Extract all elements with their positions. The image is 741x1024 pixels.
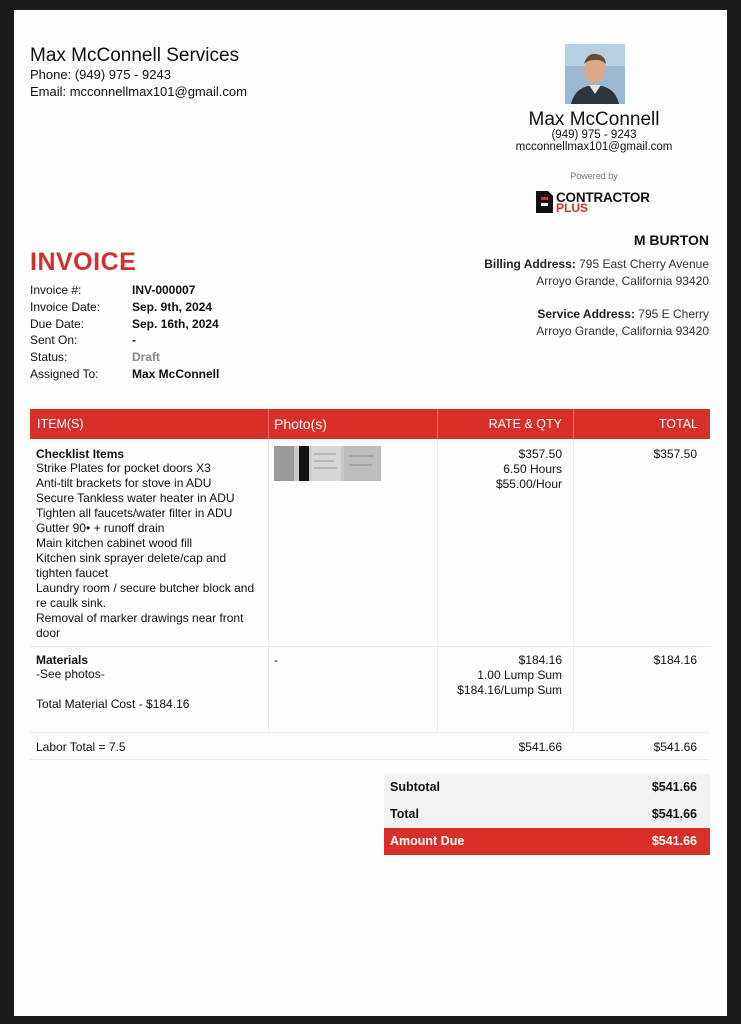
row-rate-qty [442, 653, 562, 698]
item-line: door [36, 626, 61, 640]
billing-line1: 795 East Cherry Avenue [579, 257, 709, 271]
status-value: Draft [132, 350, 161, 364]
header-photos: Photo(s) [274, 416, 327, 432]
invoice-page [14, 10, 727, 1016]
item-line: Anti-tilt brackets for stove in ADU [36, 476, 212, 490]
invoice-title: INVOICE [30, 248, 137, 276]
total-row [384, 801, 710, 828]
column-divider [437, 439, 438, 732]
contact-phone: (949) 975 - 9243 [551, 129, 637, 141]
item-line: Kitchen sink sprayer delete/cap and [36, 551, 227, 565]
quantity: 1.00 Lump Sum [477, 668, 562, 682]
item-line: -See photos- [36, 667, 105, 681]
labor-rate: $541.66 [518, 740, 562, 754]
service-label: Service Address: [537, 307, 635, 321]
company-email: Email: mcconnellmax101@gmail.com [30, 84, 247, 99]
rate: $357.50 [518, 447, 562, 461]
header-rate-qty: RATE & QTY [488, 417, 562, 431]
items-table-header [30, 409, 710, 439]
invoice-date-label: Invoice Date: [30, 300, 101, 314]
photo-thumbnails[interactable] [274, 446, 381, 481]
header-divider [268, 409, 269, 439]
assigned-to: Max McConnell [132, 367, 220, 381]
row-total: $184.16 [653, 653, 697, 667]
row-photos: - [274, 653, 278, 667]
status-label: Status: [30, 350, 68, 364]
item-line: Strike Plates for pocket doors X3 [36, 461, 211, 475]
item-line [36, 682, 264, 697]
labor-total-label: Labor Total = 7.5 [36, 740, 126, 754]
row-divider [30, 732, 710, 733]
contractor-plus-logo [536, 190, 676, 214]
amount-due-label: Amount Due [390, 834, 465, 848]
service-address [537, 307, 709, 321]
row-total: $357.50 [653, 447, 697, 461]
total-value: $541.66 [651, 807, 697, 821]
header-total: TOTAL [658, 417, 698, 431]
logo-icon [536, 191, 553, 213]
unit-rate: $55.00/Hour [495, 477, 562, 491]
invoice-number: INV-000007 [132, 283, 196, 297]
company-name: Max McConnell Services [30, 45, 240, 66]
item-line: Removal of marker drawings near front [36, 611, 244, 625]
row-rate-qty [442, 447, 562, 492]
rate: $184.16 [518, 653, 562, 667]
item-line: Main kitchen cabinet wood fill [36, 536, 193, 550]
item-line: Tighten all faucets/water filter in ADU [36, 506, 233, 520]
item-line: Total Material Cost - $184.16 [36, 697, 190, 711]
powered-by-label: Powered by [570, 171, 618, 181]
unit-rate: $184.16/Lump Sum [457, 683, 562, 697]
sent-on-label: Sent On: [30, 333, 78, 347]
table-row-materials [36, 653, 264, 712]
logo-text-contractor: CONTRACTOR [556, 190, 650, 205]
column-divider [573, 439, 574, 732]
item-line: Laundry room / secure butcher block and [36, 581, 255, 595]
header-divider [573, 409, 574, 439]
item-line: tighten faucet [36, 566, 109, 580]
labor-total: $541.66 [653, 740, 697, 754]
company-phone: Phone: (949) 975 - 9243 [30, 67, 171, 82]
subtotal-label: Subtotal [390, 780, 440, 794]
subtotal-value: $541.66 [651, 780, 697, 794]
billing-address [484, 257, 709, 271]
avatar [565, 44, 625, 104]
service-line2: Arroyo Grande, California 93420 [536, 324, 709, 338]
header-items: ITEM(S) [37, 417, 84, 431]
sent-on: - [132, 333, 136, 347]
row-divider [30, 759, 710, 760]
item-line: Gutter 90• + runoff drain [36, 521, 165, 535]
service-line1: 795 E Cherry [638, 307, 709, 321]
client-name: M BURTON [633, 232, 709, 248]
item-line: Secure Tankless water heater in ADU [36, 491, 235, 505]
invoice-number-label: Invoice #: [30, 283, 82, 297]
contact-email: mcconnellmax101@gmail.com [515, 141, 673, 153]
item-title: Checklist Items [36, 447, 125, 461]
billing-line2: Arroyo Grande, California 93420 [536, 274, 709, 288]
item-title: Materials [36, 653, 89, 667]
amount-due-value: $541.66 [651, 834, 697, 848]
billing-label: Billing Address: [484, 257, 576, 271]
subtotal-row [384, 774, 710, 801]
invoice-date: Sep. 9th, 2024 [132, 300, 213, 314]
quantity: 6.50 Hours [503, 462, 562, 476]
contact-name: Max McConnell [528, 109, 660, 130]
assigned-to-label: Assigned To: [30, 367, 99, 381]
logo-text-plus: PLUS [556, 201, 589, 215]
row-divider [30, 646, 710, 647]
amount-due-row [384, 828, 710, 855]
column-divider [268, 439, 269, 732]
header-divider [437, 409, 438, 439]
total-label: Total [390, 807, 419, 821]
table-row-checklist [36, 447, 264, 641]
due-date-label: Due Date: [30, 317, 85, 331]
due-date: Sep. 16th, 2024 [132, 317, 219, 331]
item-line: re caulk sink. [36, 596, 107, 610]
